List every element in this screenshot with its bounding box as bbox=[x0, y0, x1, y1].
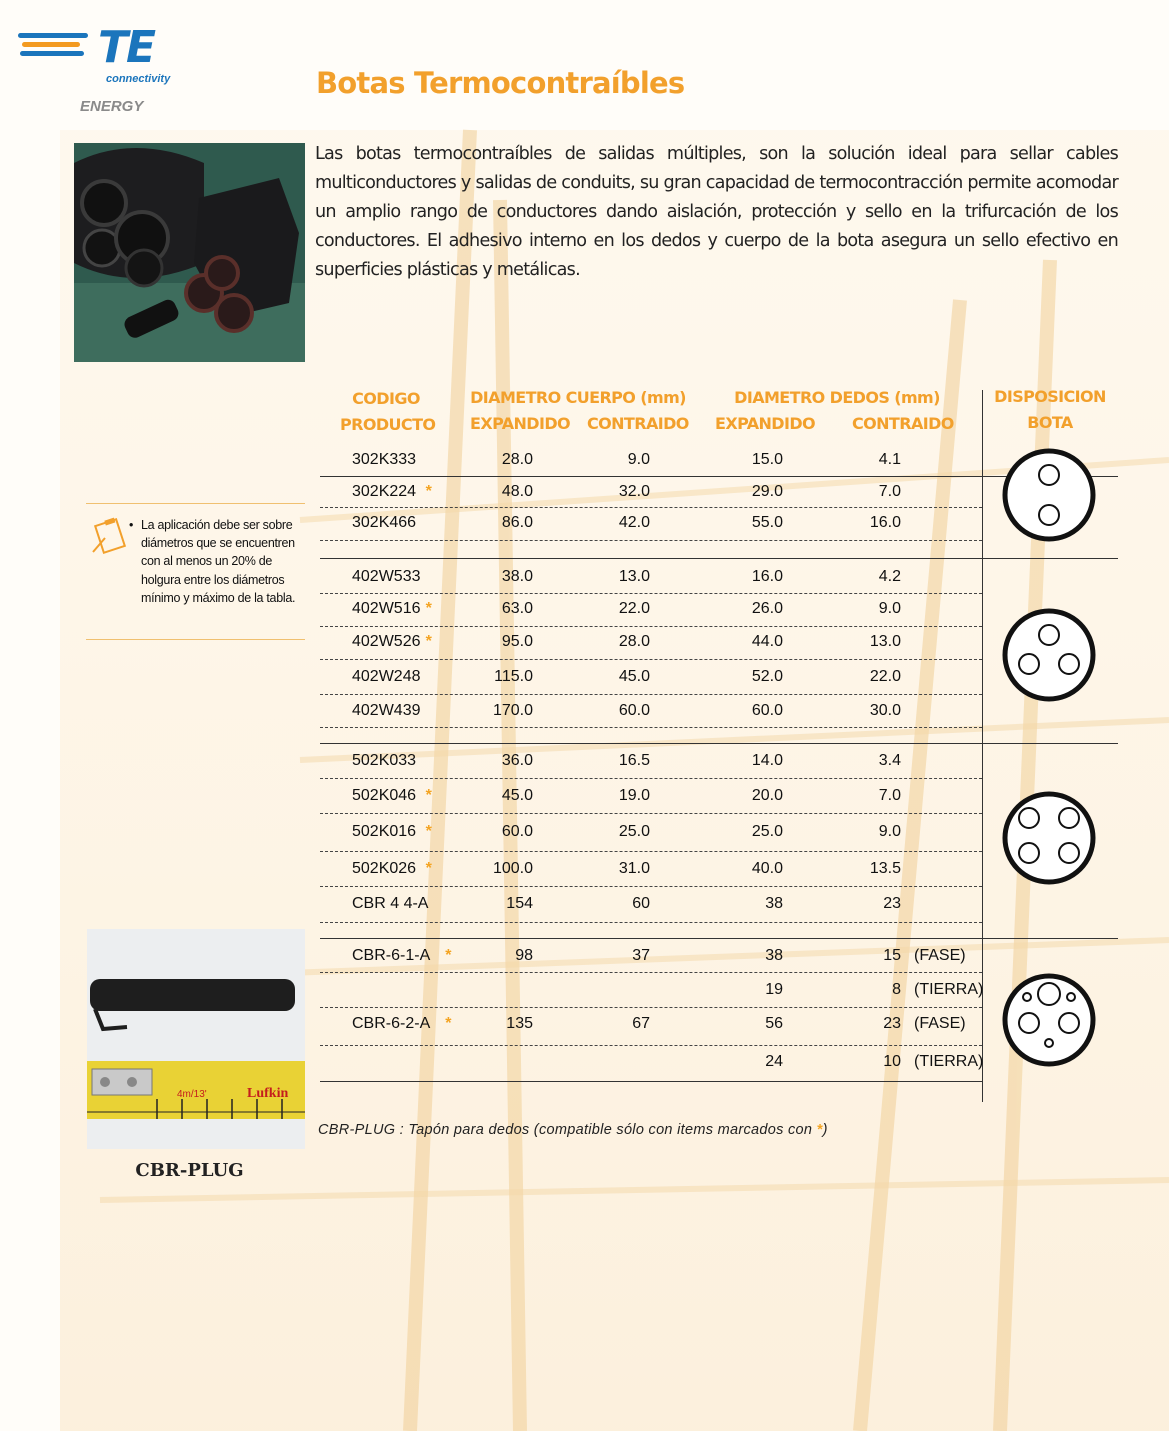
value-fing-exp: 44.0 bbox=[751, 633, 783, 650]
plug-compatible-star: * bbox=[445, 947, 452, 964]
product-code: CBR 4 4-A bbox=[352, 895, 429, 912]
product-code: 502K046 bbox=[352, 787, 417, 804]
header-cuerpo-expandido: EXPANDIDO bbox=[470, 414, 571, 433]
page-title: Botas Termocontraíbles bbox=[316, 66, 685, 100]
value-fing-con: 13.5 bbox=[869, 860, 901, 877]
product-code: 502K016 bbox=[352, 823, 417, 840]
value-body-con: 9.0 bbox=[627, 451, 650, 468]
ruler-mark: 4m/13' bbox=[177, 1089, 207, 1100]
product-code: 402W439 bbox=[352, 702, 421, 719]
row-separator bbox=[320, 507, 982, 508]
row-separator bbox=[320, 922, 982, 923]
value-fing-exp: 55.0 bbox=[751, 514, 783, 531]
value-body-exp: 63.0 bbox=[501, 600, 533, 617]
header-producto: PRODUCTO bbox=[340, 415, 436, 434]
header-cuerpo-contraido: CONTRAIDO bbox=[587, 414, 689, 433]
value-body-exp: 100.0 bbox=[492, 860, 533, 877]
value-body-con: 25.0 bbox=[618, 823, 650, 840]
row-separator bbox=[320, 540, 982, 541]
value-fing-con: 7.0 bbox=[878, 787, 901, 804]
value-body-exp: 135 bbox=[506, 1015, 533, 1032]
plug-compatible-star: * bbox=[445, 1015, 452, 1032]
intro-paragraph: Las botas termocontraíbles de salidas múltiples, son la solución ideal para sellar cables multiconductores y salidas de conduits, su gran capacidad de termocontracción permite acomodar un amplio rango de conductores dando aislación, protección y sello en la trifurcación de los conductores. El adhesivo interno en los dedos y cuerpo de la bota asegura un sello efectivo en superficies plásticas y metálicas. bbox=[315, 144, 1118, 280]
value-body-exp: 60.0 bbox=[501, 823, 533, 840]
plug-compatible-star: * bbox=[425, 633, 432, 650]
product-code: CBR-6-2-A bbox=[352, 1015, 431, 1032]
value-body-con: 42.0 bbox=[618, 514, 650, 531]
product-code: 302K466 bbox=[352, 514, 417, 531]
division-label: ENERGY bbox=[80, 98, 144, 115]
row-separator bbox=[320, 593, 982, 594]
value-body-exp: 45.0 bbox=[501, 787, 533, 804]
group-separator bbox=[320, 1081, 982, 1082]
value-fing-con: 23 bbox=[883, 1015, 901, 1032]
header-bota: BOTA bbox=[1027, 413, 1073, 432]
footnote-end: ) bbox=[822, 1122, 828, 1138]
product-code: CBR-6-1-A bbox=[352, 947, 431, 964]
row-separator bbox=[320, 1045, 982, 1046]
note-text: • La aplicación debe ser sobre diámetros que se encuentren con al menos un 20% de holgura entre los diámetros mínimo y máximo de la tabla. bbox=[141, 516, 303, 607]
phase-note: (TIERRA) bbox=[914, 981, 984, 998]
value-fing-con: 3.4 bbox=[878, 752, 901, 769]
bota-outline bbox=[1005, 794, 1093, 882]
value-body-exp: 98 bbox=[515, 947, 533, 964]
logo-mark: TE bbox=[98, 22, 155, 73]
value-fing-exp: 25.0 bbox=[751, 823, 783, 840]
product-code: 402W516 bbox=[352, 600, 421, 617]
value-fing-con: 4.2 bbox=[878, 568, 901, 585]
cbr-plug-label: CBR-PLUG bbox=[135, 1160, 244, 1181]
value-body-exp: 170.0 bbox=[492, 702, 533, 719]
value-body-exp: 28.0 bbox=[501, 451, 533, 468]
value-body-con: 60.0 bbox=[618, 702, 650, 719]
value-body-exp: 38.0 bbox=[501, 568, 533, 585]
value-body-exp: 48.0 bbox=[501, 483, 533, 500]
value-fing-exp: 38 bbox=[765, 895, 783, 912]
footnote bbox=[318, 1122, 828, 1138]
value-body-con: 13.0 bbox=[618, 568, 650, 585]
value-fing-exp: 20.0 bbox=[751, 787, 783, 804]
row-separator bbox=[320, 626, 982, 627]
row-separator bbox=[320, 1007, 982, 1008]
header-diametro-cuerpo: DIAMETRO CUERPO (mm) bbox=[470, 388, 686, 407]
ruler-brand: Lufkin bbox=[247, 1086, 289, 1101]
value-body-con: 45.0 bbox=[618, 668, 650, 685]
row-separator bbox=[320, 813, 982, 814]
bota-outline bbox=[1005, 976, 1093, 1064]
value-fing-con: 23 bbox=[883, 895, 901, 912]
value-body-con: 22.0 bbox=[618, 600, 650, 617]
value-body-con: 16.5 bbox=[618, 752, 650, 769]
value-fing-con: 30.0 bbox=[869, 702, 901, 719]
row-separator bbox=[320, 886, 982, 887]
value-fing-exp: 16.0 bbox=[751, 568, 783, 585]
product-code: 502K026 bbox=[352, 860, 417, 877]
row-separator bbox=[320, 972, 982, 973]
value-fing-exp: 24 bbox=[765, 1053, 783, 1070]
value-body-con: 60 bbox=[632, 895, 650, 912]
four-hole-disposition-icon bbox=[999, 788, 1099, 888]
value-fing-exp: 19 bbox=[765, 981, 783, 998]
value-fing-exp: 56 bbox=[765, 1015, 783, 1032]
product-code: 502K033 bbox=[352, 752, 417, 769]
value-fing-con: 16.0 bbox=[869, 514, 901, 531]
value-fing-con: 22.0 bbox=[869, 668, 901, 685]
product-code: 402W248 bbox=[352, 668, 421, 685]
value-body-con: 37 bbox=[632, 947, 650, 964]
group-separator bbox=[320, 558, 1118, 559]
six-hole-disposition-icon bbox=[999, 970, 1099, 1070]
product-code: 302K333 bbox=[352, 451, 417, 468]
value-fing-exp: 26.0 bbox=[751, 600, 783, 617]
value-fing-con: 13.0 bbox=[869, 633, 901, 650]
group-separator bbox=[320, 938, 1118, 939]
value-fing-exp: 15.0 bbox=[751, 451, 783, 468]
row-separator bbox=[320, 851, 982, 852]
value-fing-con: 7.0 bbox=[878, 483, 901, 500]
value-body-con: 32.0 bbox=[618, 483, 650, 500]
product-code: 402W533 bbox=[352, 568, 421, 585]
value-fing-exp: 38 bbox=[765, 947, 783, 964]
value-fing-exp: 29.0 bbox=[751, 483, 783, 500]
row-separator bbox=[320, 778, 982, 779]
value-fing-exp: 60.0 bbox=[751, 702, 783, 719]
value-fing-con: 9.0 bbox=[878, 823, 901, 840]
header-dedos-expandido: EXPANDIDO bbox=[715, 414, 816, 433]
plug-compatible-star: * bbox=[425, 600, 432, 617]
value-body-exp: 115.0 bbox=[494, 668, 533, 685]
header-dedos-contraido: CONTRAIDO bbox=[852, 414, 954, 433]
footnote-text: CBR-PLUG : Tapón para dedos (compatible sólo con items marcados con bbox=[318, 1122, 817, 1138]
value-fing-exp: 52.0 bbox=[751, 668, 783, 685]
header-disposicion: DISPOSICION bbox=[994, 387, 1106, 406]
value-body-exp: 36.0 bbox=[501, 752, 533, 769]
value-fing-con: 8 bbox=[892, 981, 901, 998]
plug-compatible-star: * bbox=[425, 483, 432, 500]
phase-note: (FASE) bbox=[914, 947, 966, 964]
value-fing-con: 9.0 bbox=[878, 600, 901, 617]
phase-note: (FASE) bbox=[914, 1015, 966, 1032]
value-fing-exp: 40.0 bbox=[751, 860, 783, 877]
phase-note: (TIERRA) bbox=[914, 1053, 984, 1070]
row-separator bbox=[320, 694, 982, 695]
plug-compatible-star: * bbox=[425, 823, 432, 840]
value-body-exp: 95.0 bbox=[501, 633, 533, 650]
value-body-con: 28.0 bbox=[618, 633, 650, 650]
header-diametro-dedos: DIAMETRO DEDOS (mm) bbox=[734, 388, 940, 407]
row-separator bbox=[320, 727, 982, 728]
value-body-con: 19.0 bbox=[618, 787, 650, 804]
value-body-exp: 154 bbox=[506, 895, 533, 912]
value-body-con: 31.0 bbox=[618, 860, 650, 877]
logo-subtitle: connectivity bbox=[106, 73, 171, 85]
group-separator bbox=[320, 743, 1118, 744]
plug-compatible-star: * bbox=[425, 860, 432, 877]
plug-compatible-star: * bbox=[425, 787, 432, 804]
value-fing-exp: 14.0 bbox=[751, 752, 783, 769]
product-code: 302K224 bbox=[352, 483, 417, 500]
footnote-star: * bbox=[816, 1122, 823, 1138]
product-code: 402W526 bbox=[352, 633, 421, 650]
two-hole-disposition-icon bbox=[999, 445, 1099, 545]
value-fing-con: 15 bbox=[883, 947, 901, 964]
value-body-con: 67 bbox=[632, 1015, 650, 1032]
header-codigo: CODIGO bbox=[352, 389, 420, 408]
three-hole-disposition-icon bbox=[999, 605, 1099, 705]
value-body-exp: 86.0 bbox=[501, 514, 533, 531]
value-fing-con: 4.1 bbox=[878, 451, 901, 468]
value-fing-con: 10 bbox=[883, 1053, 901, 1070]
row-separator bbox=[320, 659, 982, 660]
